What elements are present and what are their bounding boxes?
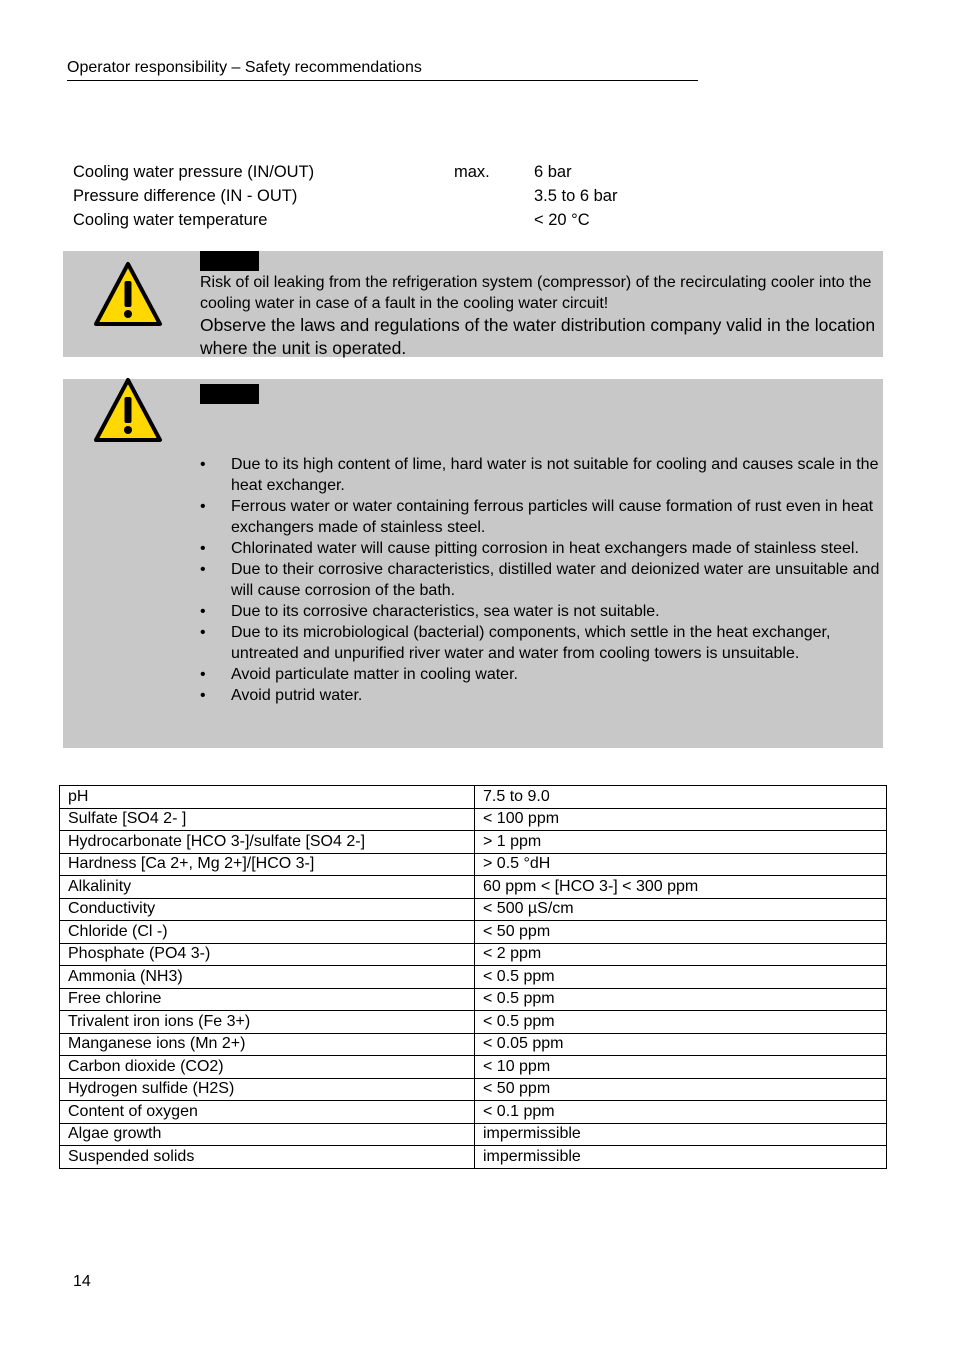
- spec-label: Pressure difference (IN - OUT): [73, 187, 298, 205]
- table-row: [60, 1078, 887, 1101]
- warning-text-small: Risk of oil leaking from the refrigeration system (compressor) of the recirculating cooler into the cooling water in case of a fault in the cooling water circuit!: [200, 274, 872, 312]
- list-item: • Due to its high content of lime, hard water is not suitable for cooling and causes scale in the heat exchanger.: [200, 454, 880, 496]
- warning-box-oil: [63, 251, 883, 357]
- spec-row: [73, 162, 793, 184]
- warning-text: [200, 272, 880, 360]
- table-cell-parameter: Sulfate [SO4 2- ]: [60, 808, 475, 831]
- table-row: [60, 1056, 887, 1079]
- table-cell-value: < 0.1 ppm: [475, 1101, 887, 1124]
- spec-value: < 20 °C: [534, 211, 590, 229]
- table-cell-parameter: Suspended solids: [60, 1146, 475, 1169]
- table-cell-value: impermissible: [475, 1146, 887, 1169]
- table-cell-parameter: Alkalinity: [60, 876, 475, 899]
- table-cell-value: < 0.5 ppm: [475, 966, 887, 989]
- spec-value: 6 bar: [534, 163, 572, 181]
- table-row: [60, 943, 887, 966]
- table-cell-value: < 0.05 ppm: [475, 1033, 887, 1056]
- table-row: [60, 1033, 887, 1056]
- table-cell-value: < 50 ppm: [475, 921, 887, 944]
- table-cell-parameter: Ammonia (NH3): [60, 966, 475, 989]
- table-cell-parameter: Algae growth: [60, 1123, 475, 1146]
- table-cell-value: impermissible: [475, 1123, 887, 1146]
- list-item: • Avoid putrid water.: [200, 685, 880, 706]
- warning-box-water-quality: [63, 379, 883, 748]
- table-row: [60, 853, 887, 876]
- table-cell-parameter: Trivalent iron ions (Fe 3+): [60, 1011, 475, 1034]
- table-cell-value: < 500 µS/cm: [475, 898, 887, 921]
- table-row: [60, 966, 887, 989]
- table-row: [60, 1146, 887, 1169]
- table-row: [60, 898, 887, 921]
- table-cell-value: 7.5 to 9.0: [475, 786, 887, 809]
- table-row: [60, 1101, 887, 1124]
- warning-text-large: Observe the laws and regulations of the water distribution company valid in the location where the unit is operated.: [200, 315, 876, 358]
- table-row: [60, 808, 887, 831]
- list-item: • Ferrous water or water containing ferrous particles will cause formation of rust even in heat exchangers made of stainless steel.: [200, 496, 880, 538]
- table-cell-value: < 100 ppm: [475, 808, 887, 831]
- table-cell-parameter: Hydrogen sulfide (H2S): [60, 1078, 475, 1101]
- table-cell-value: > 1 ppm: [475, 831, 887, 854]
- table-cell-parameter: Free chlorine: [60, 988, 475, 1011]
- list-item: • Chlorinated water will cause pitting corrosion in heat exchangers made of stainless steel.: [200, 538, 880, 559]
- table-row: [60, 786, 887, 809]
- redacted-label-bar: [200, 384, 259, 404]
- warning-triangle-icon: [93, 377, 163, 443]
- table-row: [60, 1123, 887, 1146]
- spec-value: 3.5 to 6 bar: [534, 187, 618, 205]
- table-cell-parameter: Hydrocarbonate [HCO 3-]/sulfate [SO4 2-]: [60, 831, 475, 854]
- table-cell-value: > 0.5 °dH: [475, 853, 887, 876]
- table-cell-parameter: Chloride (Cl -): [60, 921, 475, 944]
- table-cell-parameter: Content of oxygen: [60, 1101, 475, 1124]
- table-row: [60, 876, 887, 899]
- list-item: • Due to their corrosive characteristics, distilled water and deionized water are unsuitable and will cause corrosion of the bath.: [200, 559, 880, 601]
- table-cell-parameter: pH: [60, 786, 475, 809]
- spec-label: Cooling water temperature: [73, 211, 268, 229]
- table-cell-parameter: Manganese ions (Mn 2+): [60, 1033, 475, 1056]
- list-item: • Due to its microbiological (bacterial) components, which settle in the heat exchanger, untreated and unpurified river water and water from cooling towers is unsuitable.: [200, 622, 880, 664]
- table-row: [60, 988, 887, 1011]
- table-cell-value: < 10 ppm: [475, 1056, 887, 1079]
- table-cell-parameter: Carbon dioxide (CO2): [60, 1056, 475, 1079]
- redacted-label-bar: [200, 251, 259, 271]
- spec-qualifier: max.: [454, 163, 490, 181]
- table-cell-value: < 0.5 ppm: [475, 1011, 887, 1034]
- table-row: [60, 921, 887, 944]
- spec-label: Cooling water pressure (IN/OUT): [73, 163, 315, 181]
- list-item: • Due to its corrosive characteristics, sea water is not suitable.: [200, 601, 880, 622]
- table-cell-value: < 2 ppm: [475, 943, 887, 966]
- list-item: • Avoid particulate matter in cooling water.: [200, 664, 880, 685]
- table-cell-parameter: Hardness [Ca 2+, Mg 2+]/[HCO 3-]: [60, 853, 475, 876]
- table-row: [60, 831, 887, 854]
- table-cell-parameter: Conductivity: [60, 898, 475, 921]
- table-row: [60, 1011, 887, 1034]
- spec-row: [73, 210, 793, 232]
- table-cell-value: < 50 ppm: [475, 1078, 887, 1101]
- water-quality-list: [200, 454, 880, 706]
- spec-row: [73, 186, 793, 208]
- water-quality-table: [59, 785, 887, 1169]
- table-cell-parameter: Phosphate (PO4 3-): [60, 943, 475, 966]
- page-header: Operator responsibility – Safety recommendations: [67, 58, 698, 81]
- page-number: 14: [73, 1273, 91, 1290]
- warning-triangle-icon: [93, 261, 163, 327]
- table-cell-value: 60 ppm < [HCO 3-] < 300 ppm: [475, 876, 887, 899]
- table-cell-value: < 0.5 ppm: [475, 988, 887, 1011]
